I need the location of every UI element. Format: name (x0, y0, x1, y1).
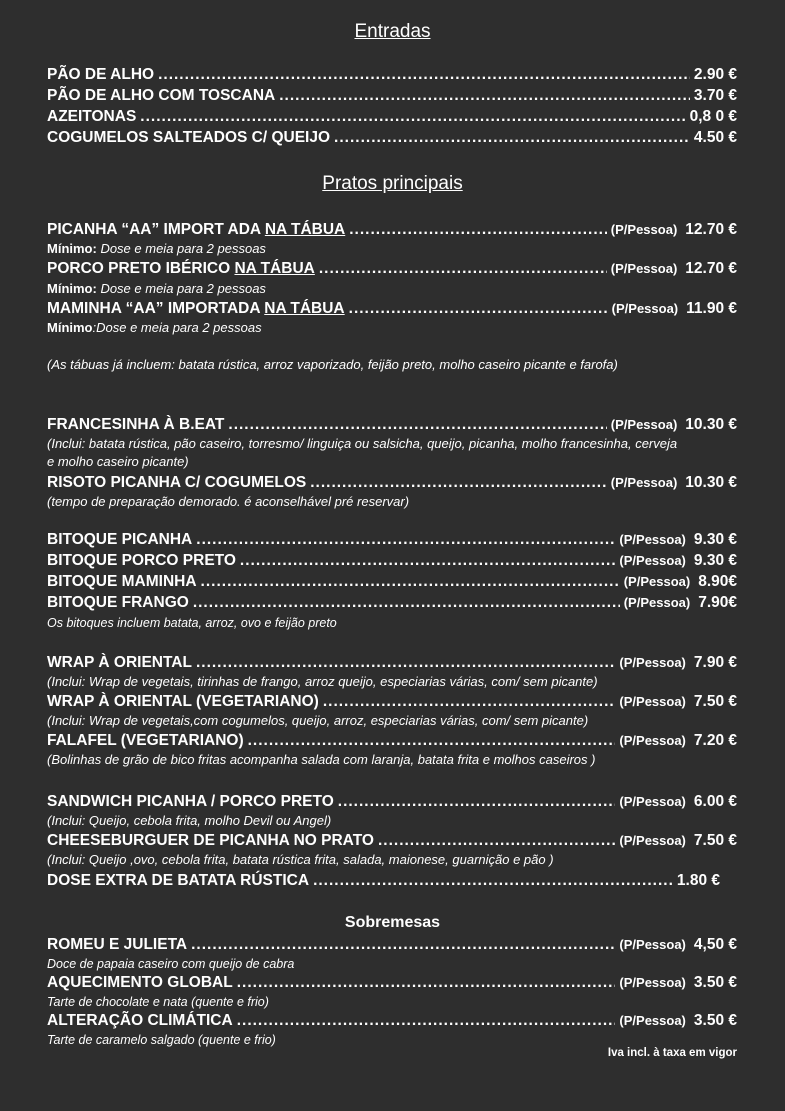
item-name: BITOQUE PICANHA (47, 531, 193, 548)
item-price: 4,50 € (693, 936, 737, 953)
item-unit: (P/Pessoa) (619, 1013, 686, 1028)
item-price: 7.90€ (698, 594, 737, 611)
item-unit: (P/Pessoa) (610, 261, 678, 276)
dot-leader (201, 573, 620, 591)
item-note: (Inclui: Queijo ,ovo, cebola frita, batata rústica frita, salada, maionese, guarnição e pão ) (47, 852, 554, 867)
item-unit: (P/Pessoa) (623, 595, 691, 610)
item-price: 3.70 € (693, 87, 737, 104)
item-name: PICANHA “AA” IMPORT ADA NA TÁBUA (47, 221, 346, 238)
item-note: (Inclui: batata rústica, pão caseiro, torresmo/ linguiça ou salsicha, queijo, picanha, molho francesinha, cerveja e molho caseiro picante) (47, 436, 678, 469)
dot-leader (313, 872, 673, 890)
item-price: 12.70 € (685, 221, 737, 238)
item-name: PORCO PRETO IBÉRICO NA TÁBUA (47, 260, 315, 277)
item-unit: (P/Pessoa) (619, 655, 686, 670)
menu-item (47, 300, 737, 320)
item-name: BITOQUE MAMINHA (47, 573, 197, 590)
item-price: 7.20 € (693, 732, 737, 749)
section-title-sobremesas: Sobremesas (344, 914, 441, 931)
item-name: WRAP À ORIENTAL (VEGETARIANO) (47, 693, 319, 710)
item-note: (Inclui: Wrap de vegetais, tirinhas de frango, arroz queijo, especiarias várias, com/ sem picante) (47, 674, 598, 689)
dot-leader (140, 108, 685, 126)
dot-leader (310, 474, 607, 492)
item-price: 2.90 € (693, 66, 737, 83)
item-note: Mínimo:Dose e meia para 2 pessoas (47, 320, 262, 335)
item-name: FRANCESINHA À B.EAT (47, 416, 225, 433)
item-name: MAMINHA “AA” IMPORTADA NA TÁBUA (47, 300, 345, 317)
menu-item (47, 936, 737, 956)
item-name: DOSE EXTRA DE BATATA RÚSTICA (47, 872, 310, 889)
menu-item (47, 474, 737, 494)
dot-leader (248, 732, 616, 750)
item-name: ALTERAÇÃO CLIMÁTICA (47, 1012, 233, 1029)
item-price: 11.90 € (686, 300, 737, 317)
dot-leader (196, 531, 615, 549)
dot-leader (240, 552, 616, 570)
tabuas-note: (As tábuas já incluem: batata rústica, arroz vaporizado, feijão preto, molho caseiro picante e farofa) (47, 357, 618, 372)
item-price: 7.50 € (693, 832, 737, 849)
item-name: PÃO DE ALHO (47, 66, 155, 83)
item-note: Mínimo: Dose e meia para 2 pessoas (47, 281, 266, 296)
item-note: (Inclui: Queijo, cebola frita, molho Devil ou Angel) (47, 813, 332, 828)
item-price: 4.50 € (693, 129, 737, 146)
dot-leader (319, 260, 607, 278)
section-title-entradas: Entradas (354, 21, 431, 42)
item-unit: (P/Pessoa) (619, 532, 686, 547)
menu-item (47, 552, 737, 572)
menu-item (47, 693, 737, 713)
item-unit: (P/Pessoa) (619, 794, 686, 809)
menu-item (47, 832, 737, 852)
item-price: 7.90 € (693, 654, 737, 671)
menu-item (47, 793, 737, 813)
item-unit: (P/Pessoa) (619, 975, 686, 990)
item-note: Tarte de chocolate e nata (quente e frio) (47, 995, 269, 1009)
item-price: 12.70 € (685, 260, 737, 277)
menu-item (47, 129, 737, 149)
dot-leader (349, 221, 607, 239)
item-name: CHEESEBURGUER DE PICANHA NO PRATO (47, 832, 374, 849)
menu-item (47, 260, 737, 280)
dot-leader (158, 66, 690, 84)
item-unit: (P/Pessoa) (619, 833, 686, 848)
item-name: SANDWICH PICANHA / PORCO PRETO (47, 793, 334, 810)
dot-leader (237, 974, 616, 992)
menu-item (47, 594, 737, 614)
item-unit: (P/Pessoa) (610, 222, 678, 237)
item-note: Mínimo: Dose e meia para 2 pessoas (47, 241, 266, 256)
item-name: AZEITONAS (47, 108, 137, 125)
menu-item (47, 66, 737, 86)
item-unit: (P/Pessoa) (610, 417, 678, 432)
dot-leader (378, 832, 615, 850)
item-unit: (P/Pessoa) (619, 553, 686, 568)
menu-item (47, 1012, 737, 1032)
section-title-pratos: Pratos principais (322, 173, 463, 194)
footer-note: Iva incl. à taxa em vigor (607, 1047, 737, 1059)
dot-leader (279, 87, 690, 105)
item-price: 0,8 0 € (689, 108, 737, 125)
menu-item (47, 974, 737, 994)
dot-leader (237, 1012, 616, 1030)
dot-leader (228, 416, 606, 434)
dot-leader (349, 300, 608, 318)
item-note: (Inclui: Wrap de vegetais,com cogumelos, queijo, arroz, especiarias várias, com/ sem picante) (47, 713, 589, 728)
menu-item (47, 732, 737, 752)
dot-leader (191, 936, 615, 954)
item-name: COGUMELOS SALTEADOS C/ QUEIJO (47, 129, 331, 146)
dot-leader (196, 654, 615, 672)
item-price: 10.30 € (685, 474, 737, 491)
item-unit: (P/Pessoa) (619, 937, 686, 952)
dot-leader (334, 129, 690, 147)
menu-item (47, 221, 737, 241)
item-note: Doce de papaia caseiro com queijo de cabra (47, 957, 295, 971)
item-price: 3.50 € (693, 1012, 737, 1029)
item-name: WRAP À ORIENTAL (47, 654, 192, 671)
item-price: 7.50 € (693, 693, 737, 710)
menu-item (47, 531, 737, 551)
item-name: AQUECIMENTO GLOBAL (47, 974, 233, 991)
dot-leader (338, 793, 616, 811)
item-price: 6.00 € (693, 793, 737, 810)
item-note: (tempo de preparação demorado. é aconselhável pré reservar) (47, 494, 410, 509)
item-unit: (P/Pessoa) (611, 301, 679, 316)
item-unit: (P/Pessoa) (619, 733, 686, 748)
item-unit: (P/Pessoa) (619, 694, 686, 709)
menu-item (47, 416, 737, 436)
item-price: 10.30 € (685, 416, 737, 433)
item-name: BITOQUE FRANGO (47, 594, 189, 611)
bitoques-note: Os bitoques incluem batata, arroz, ovo e feijão preto (47, 616, 337, 630)
item-name: RISOTO PICANHA C/ COGUMELOS (47, 474, 307, 491)
menu-item (47, 654, 737, 674)
item-price: 1.80 € (676, 872, 720, 889)
item-price: 8.90€ (698, 573, 737, 590)
item-price: 3.50 € (693, 974, 737, 991)
item-name: BITOQUE PORCO PRETO (47, 552, 236, 569)
dot-leader (193, 594, 620, 612)
item-unit: (P/Pessoa) (610, 475, 678, 490)
item-note: (Bolinhas de grão de bico fritas acompanha salada com laranja, batata frita e molhos caseiros ) (47, 752, 596, 767)
item-name: ROMEU E JULIETA (47, 936, 188, 953)
item-name: PÃO DE ALHO COM TOSCANA (47, 87, 276, 104)
item-price: 9.30 € (693, 531, 737, 548)
menu-item (47, 108, 737, 128)
menu-item (47, 573, 737, 593)
item-note: Tarte de caramelo salgado (quente e frio) (47, 1033, 276, 1047)
menu-item (47, 872, 720, 892)
dot-leader (323, 693, 616, 711)
item-name: FALAFEL (VEGETARIANO) (47, 732, 244, 749)
item-price: 9.30 € (693, 552, 737, 569)
menu-item (47, 87, 737, 107)
item-unit: (P/Pessoa) (623, 574, 691, 589)
